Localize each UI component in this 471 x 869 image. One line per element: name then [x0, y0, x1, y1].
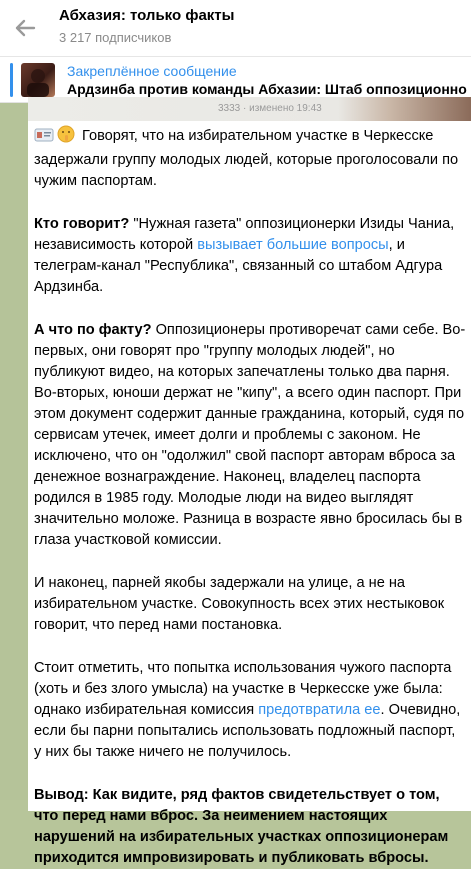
pinned-thumbnail [21, 63, 55, 97]
who-says-text: "Нужная газета" оппозиционерки Изиды Чаниа, независимость которой [34, 216, 455, 253]
facts-heading: А что по факту? [34, 322, 152, 338]
paragraph-precedent [34, 658, 466, 763]
who-says-heading: Кто говорит? [34, 216, 130, 232]
paragraph-conclusion [34, 785, 466, 869]
channel-title[interactable]: Абхазия: только факты [59, 7, 235, 24]
who-says-text-end: , и телеграм-канал "Республика", связанный со штабом Адгура Ардзинба. [34, 237, 443, 295]
conclusion-text: Вывод: Как видите, ряд фактов свидетельствует о том, что перед нами вброс. За неимением настоящих нарушений на избирательных участках оппозиционерам приходится импровизировать и публиковать вбросы. [34, 787, 449, 866]
chat-area [0, 103, 471, 866]
pinned-label: Закреплённое сообщение [67, 63, 237, 79]
id-card-icon [34, 127, 54, 150]
subscriber-count: 3 217 подписчиков [59, 30, 172, 45]
paragraph-who-says [34, 214, 466, 298]
message-bubble [28, 121, 471, 866]
link-prevented[interactable]: предотвратила ее [258, 702, 381, 718]
paragraph-claim [34, 125, 466, 192]
paragraph-claim-text: Говорят, что на избирательном участке в Черкесске задержали группу молодых людей, которые проголосовали по чужим паспортам. [34, 128, 459, 189]
back-button[interactable] [10, 13, 40, 43]
paragraph-street: И наконец, парней якобы задержали на улице, а не на избирательном участке. Совокупность всех этих нестыковок говорит, что перед нами постановка. [34, 575, 445, 633]
shushing-face-icon [57, 125, 75, 150]
facts-text: Оппозиционеры противоречат сами себе. Во-первых, они говорят про "группу молодых людей", но публикуют видео, на которых запечатлены только два парня. Во-вторых, юноши держат не "кипу", а всего один паспорт. При этом документ содержит данные гражданина, который, судя по сервисам утечек, имеет долги и проблемы с законом. Не исключено, что он "одолжил" свой паспорт авторам вброса за денежное вознаграждение. Наконец, владелец паспорта родился в 1985 году. Молодые люди на видео выглядят значительно моложе. Разница в возрасте явно бросилась бы в глаза участковой комиссии. [34, 322, 466, 548]
paragraph-facts [34, 320, 466, 551]
precedent-text: Стоит отметить, что попытка использования чужого паспорта (хоть и без злого умысла) на участке в Черкесске уже была: однако избирательная комиссия [34, 660, 452, 718]
pinned-text: Ардзинба против команды Абхазии: Штаб оппозиционно [67, 81, 467, 97]
message-photo[interactable] [28, 97, 471, 121]
channel-header [0, 0, 471, 57]
photo-meta: 3333 · изменено 19:43 [218, 103, 322, 114]
arrow-left-icon [10, 13, 40, 43]
precedent-text-end: . Очевидно, если бы парни попытались использовать подложный паспорт, у них бы также ничего не получилось. [34, 702, 461, 760]
pinned-accent-bar [10, 63, 13, 97]
link-questions[interactable]: вызывает большие вопросы [197, 237, 389, 253]
